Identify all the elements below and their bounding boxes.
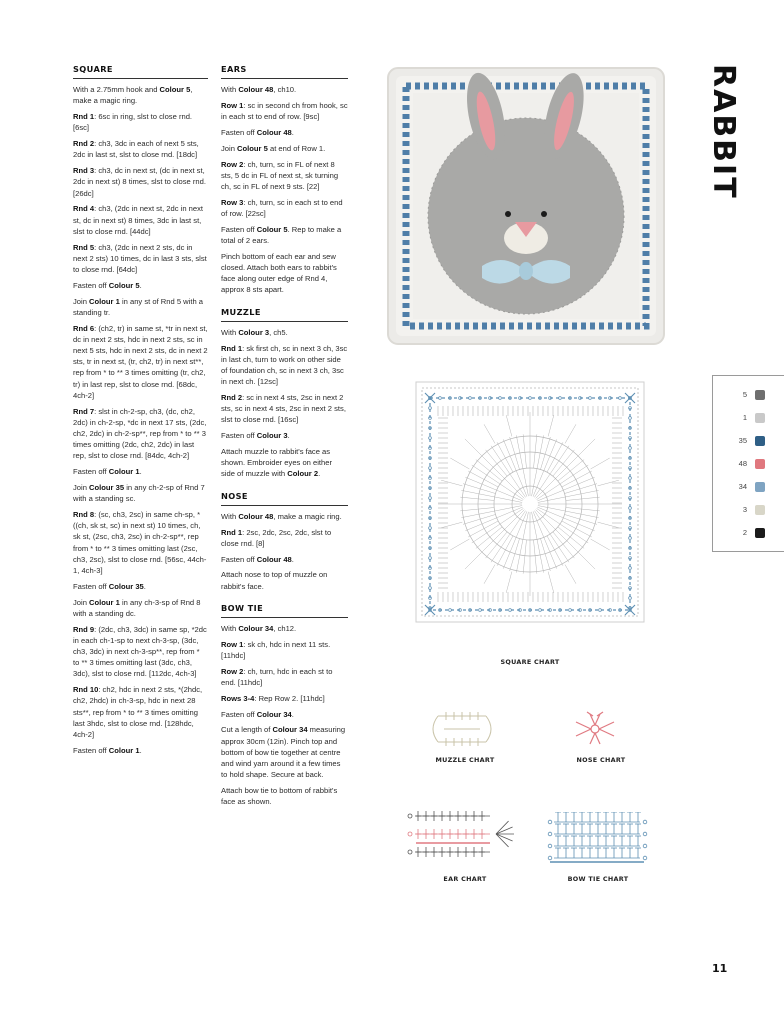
legend-row <box>713 434 784 448</box>
instruction-term: Rnd 10 <box>73 685 99 695</box>
legend-row <box>713 480 784 494</box>
instruction-paragraph <box>73 466 208 477</box>
instruction-text: Join <box>73 296 90 306</box>
instruction-text: , make a magic ring. <box>273 511 342 521</box>
instruction-term: Colour 5 <box>237 143 268 153</box>
instruction-text: Fasten off <box>221 709 257 719</box>
instruction-term: Row 3 <box>221 197 244 207</box>
instruction-term: Colour 48 <box>238 85 274 95</box>
section-heading: MUZZLE <box>221 305 348 322</box>
instruction-paragraph <box>221 343 348 388</box>
instruction-paragraph <box>221 623 348 634</box>
instruction-paragraph <box>73 84 208 106</box>
colour-legend <box>712 375 784 552</box>
instruction-term: Colour 5 <box>159 85 191 95</box>
instruction-paragraph <box>221 554 348 565</box>
instruction-term: Colour 48 <box>256 554 292 564</box>
bow-tie-chart <box>544 812 654 866</box>
instruction-term: Colour 1 <box>89 296 120 306</box>
instruction-paragraph <box>73 597 208 619</box>
legend-number: 35 <box>738 436 747 445</box>
instruction-text: Fasten off <box>221 128 257 137</box>
instruction-paragraph <box>221 709 348 720</box>
instruction-paragraph <box>221 569 348 591</box>
instruction-term: Colour 3 <box>256 431 288 441</box>
instruction-paragraph <box>221 639 348 661</box>
instruction-term: Colour 5 <box>256 224 288 234</box>
instruction-paragraph <box>221 511 348 522</box>
instruction-text: Join <box>73 597 90 607</box>
instruction-paragraph <box>73 296 208 318</box>
instruction-text: : ch3, (2dc in next 2 sts, dc in next 2 sts) 10 times, dc in last 3 sts, slst to close rnd. [64dc] <box>73 242 207 275</box>
legend-number: 48 <box>738 459 747 468</box>
nose-chart-caption: NOSE CHART <box>576 756 626 764</box>
legend-swatch <box>755 459 765 469</box>
instruction-term: Rnd 2 <box>73 139 95 149</box>
instruction-term: Colour 1 <box>108 467 140 477</box>
legend-swatch <box>755 505 765 515</box>
instruction-paragraph <box>73 745 208 756</box>
instruction-text: : sc in second ch from hook, sc in each st to end of row. [9sc] <box>221 101 348 122</box>
instruction-paragraph <box>73 581 208 592</box>
instruction-paragraph <box>221 693 348 704</box>
instruction-term: Colour 35 <box>108 581 144 591</box>
instruction-text: : sk first ch, sc in next 3 ch, 3sc in last ch, turn to work on other side of foundation ch, sc in next 3 ch, 3sc in next ch. [12sc] <box>221 343 348 387</box>
instruction-text: Pinch bottom of each ear and sew closed. Attach both ears to rabbit's face along outer edge of Rnd 4, approx 8 sts apart. <box>221 251 337 295</box>
instruction-paragraph <box>221 84 348 95</box>
instruction-text: : ch3, dc in next st, (dc in next st, 2dc in next st) 8 times, slst to close rnd. [26dc] <box>73 166 206 198</box>
instruction-term: Colour 1 <box>108 745 140 755</box>
section-square <box>73 62 208 756</box>
instruction-term: Row 1 <box>221 639 244 649</box>
instruction-term: Colour 34 <box>256 709 292 719</box>
instruction-paragraph <box>73 406 208 462</box>
section-heading: BOW TIE <box>221 601 348 618</box>
legend-row <box>713 503 784 517</box>
instruction-paragraph <box>221 785 348 807</box>
section-heading: EARS <box>221 62 348 79</box>
bow-tie-chart-caption: BOW TIE CHART <box>567 875 629 883</box>
instructions-column-1 <box>73 62 208 765</box>
instruction-text: . <box>318 469 321 479</box>
instruction-text: , ch5. <box>269 327 288 337</box>
instruction-paragraph <box>221 143 348 154</box>
instruction-paragraph <box>73 684 208 740</box>
instruction-paragraph <box>221 159 348 193</box>
page-number: 11 <box>712 962 728 975</box>
instruction-paragraph <box>221 100 348 122</box>
instruction-paragraph <box>73 242 208 276</box>
instruction-text: : Rep Row 2. [11hdc] <box>254 693 325 703</box>
instruction-text: at end of Row 1. <box>267 143 326 153</box>
legend-number: 5 <box>742 390 747 399</box>
instruction-paragraph <box>73 509 208 576</box>
rabbit-square-photo <box>386 66 666 346</box>
instruction-paragraph <box>221 666 348 688</box>
instruction-text: : sc in next 4 sts, 2sc in next 2 sts, sc in next 4 sts, 2sc in next 2 sts, slst to close rnd. [16sc] <box>221 393 346 425</box>
instruction-text: , ch10. <box>273 85 297 95</box>
ear-chart <box>404 806 522 866</box>
legend-row <box>713 411 784 425</box>
instruction-paragraph <box>221 446 348 480</box>
muzzle-chart-caption: MUZZLE CHART <box>435 756 495 764</box>
instruction-text: With a 2.75mm hook and <box>73 85 160 95</box>
instruction-term: Rnd 4 <box>73 204 95 214</box>
instruction-text: : ch, turn, hdc in each st to end. [11hdc] <box>221 666 333 688</box>
instruction-term: Rnd 2 <box>221 393 243 403</box>
section-muzzle <box>221 305 348 480</box>
instruction-paragraph <box>221 327 348 338</box>
instruction-text: Fasten off <box>73 280 109 290</box>
legend-number: 3 <box>742 505 747 514</box>
instruction-paragraph <box>221 127 348 138</box>
instruction-paragraph <box>73 323 208 401</box>
instruction-text: in any ch-3-sp of Rnd 8 with a standing dc. <box>73 597 201 618</box>
instruction-term: Row 1 <box>221 101 244 110</box>
muzzle-chart <box>426 708 498 750</box>
instruction-term: Colour 35 <box>89 483 125 493</box>
instruction-text: : ch3, 3dc in each of next 5 sts, 2dc in last st, slst to close rnd. [18dc] <box>73 139 199 160</box>
instruction-term: Rnd 8 <box>73 510 95 520</box>
instruction-paragraph <box>221 724 348 780</box>
legend-swatch <box>755 436 765 446</box>
instruction-paragraph <box>73 482 208 504</box>
instruction-text: Fasten off <box>221 224 257 234</box>
instruction-text: in any st of Rnd 5 with a standing tr. <box>73 296 204 317</box>
instruction-text: in any ch-2-sp of Rnd 7 with a standing sc. <box>73 483 205 504</box>
legend-number: 2 <box>742 528 747 537</box>
legend-swatch <box>755 482 765 492</box>
instruction-text: : ch, turn, sc in each st to end of row. [22sc] <box>221 197 343 218</box>
instruction-term: Colour 34 <box>272 725 308 735</box>
legend-row <box>713 457 784 471</box>
instruction-text: . <box>143 581 146 591</box>
legend-swatch <box>755 528 765 538</box>
instruction-term: Colour 3 <box>238 327 270 337</box>
instruction-paragraph <box>73 203 208 237</box>
instructions-column-2 <box>221 62 348 816</box>
instruction-text: . <box>291 554 294 564</box>
instruction-text: : 6sc in ring, slst to close rnd. [6sc] <box>73 112 193 133</box>
instruction-text: . Rep to make a total of 2 ears. <box>221 224 342 245</box>
instruction-term: Row 2 <box>221 159 244 169</box>
section-ears <box>221 62 348 296</box>
section-heading: SQUARE <box>73 62 208 79</box>
square-chart <box>412 378 648 646</box>
instruction-text: With <box>221 511 239 521</box>
section-bow-tie <box>221 601 348 808</box>
legend-number: 34 <box>738 482 747 491</box>
instruction-text: measuring approx 30cm (12in). Pinch top and bottom of bow tie together at centre and wind yarn around it a few times to hold shape. Secure at back. <box>221 725 346 780</box>
instruction-term: Rnd 3 <box>73 166 95 176</box>
instruction-text: With <box>221 85 239 95</box>
instruction-term: Row 2 <box>221 666 244 676</box>
instruction-paragraph <box>221 430 348 441</box>
page-title: RABBIT <box>706 64 741 200</box>
instruction-term: Rnd 1 <box>73 112 95 122</box>
instruction-text: : ch, turn, sc in FL of next 8 sts, 5 dc in FL of next st, sk turning ch, sc in FL of next 9 sts. [22] <box>221 159 339 191</box>
instruction-text: : sk ch, hdc in next 11 sts. [11hdc] <box>221 639 331 661</box>
instruction-text: Fasten off <box>221 554 257 564</box>
instruction-term: Rnd 6 <box>73 323 95 333</box>
section-heading: NOSE <box>221 489 348 506</box>
instruction-paragraph <box>73 138 208 160</box>
instruction-text: . <box>139 280 142 290</box>
legend-swatch <box>755 390 765 400</box>
instruction-paragraph <box>221 251 348 296</box>
instruction-term: Rnd 1 <box>221 527 243 537</box>
instruction-text: . <box>287 431 290 441</box>
instruction-paragraph <box>73 624 208 680</box>
instruction-text: . <box>291 709 294 719</box>
instruction-text: : 2sc, 2dc, 2sc, 2dc, slst to close rnd. [8] <box>221 527 332 548</box>
legend-row <box>713 388 784 402</box>
instruction-text: Cut a length of <box>221 725 273 735</box>
instruction-term: Rnd 9 <box>73 624 95 634</box>
instruction-paragraph <box>221 527 348 549</box>
instruction-text: Join <box>221 143 238 153</box>
ear-chart-caption: EAR CHART <box>443 875 487 883</box>
instruction-paragraph <box>73 280 208 291</box>
instruction-text: Fasten off <box>221 431 257 441</box>
instruction-text: . <box>139 467 142 477</box>
instruction-text: : (ch2, tr) in same st, *tr in next st, dc in next 2 sts, hdc in next 2 sts, sc in next 5 sts, hdc in next 2 sts, dc in next 2 sts, tr in next st, (tr, ch2, tr) in next st**, rep from * to ** 3 times omitting (tr, ch2, tr) in last rep, slst to close rnd. [68dc, 4ch-2] <box>73 323 208 400</box>
instruction-text: Fasten off <box>73 581 109 591</box>
instruction-paragraph <box>221 224 348 246</box>
instruction-text: Join <box>73 483 90 493</box>
instruction-text: With <box>221 624 239 634</box>
section-nose <box>221 489 348 592</box>
instruction-text: , ch12. <box>273 624 297 634</box>
instruction-text: : ch2, hdc in next 2 sts, *(2hdc, ch2, 2hdc) in ch-3-sp, hdc in next 28 sts**, rep from * to ** 3 times omitting last 3hdc, slst to close rnd. [128hdc, 4ch-2] <box>73 685 203 740</box>
instruction-term: Colour 1 <box>89 597 120 607</box>
instruction-text: : (2dc, ch3, 3dc) in same sp, *2dc in each ch-1-sp to next ch-3-sp, (3dc, ch3, 3dc) in next ch-3-sp**, rep from * to ** 3 times omitting last (3dc, ch3, 3dc), slst to close rnd. [112dc, 4ch-3] <box>73 624 207 679</box>
instruction-text: Attach nose to top of muzzle on rabbit's face. <box>221 570 328 591</box>
instruction-term: Rnd 5 <box>73 242 95 252</box>
instruction-text: . <box>139 745 142 755</box>
instruction-paragraph <box>221 197 348 219</box>
instruction-term: Colour 5 <box>108 280 140 290</box>
square-chart-caption: SQUARE CHART <box>500 658 560 666</box>
instruction-term: Colour 2 <box>287 469 319 479</box>
instruction-text: : slst in ch-2-sp, ch3, (dc, ch2, 2dc) in ch-2-sp, *dc in next 17 sts, (2dc, ch2, 2dc) in ch-2-sp**, rep from * to ** 3 times omitting (2dc, ch2, 2dc) in last rep, slst to close rnd. [84dc, 4ch-2] <box>73 406 207 461</box>
instruction-term: Rows 3-4 <box>221 693 255 703</box>
instruction-term: Colour 34 <box>238 624 274 634</box>
instruction-term: Rnd 1 <box>221 343 243 353</box>
instruction-text: Fasten off <box>73 745 109 755</box>
instruction-term: Colour 48 <box>238 511 274 521</box>
instruction-paragraph <box>73 165 208 199</box>
legend-swatch <box>755 413 765 423</box>
instruction-text: . <box>291 128 294 137</box>
instruction-term: Colour 48 <box>256 128 292 137</box>
legend-number: 1 <box>742 413 747 422</box>
instruction-text: : (sc, ch3, 2sc) in same ch-sp, *((ch, sk st, sc) in next st) 10 times, ch, sk st, (2sc, ch3, 2sc) in ch-2-sp**, rep from * to ** 3 times omitting last (2sc, ch3, 2sc), slst to close rnd. [56sc, 44ch-1, 4ch-3] <box>73 510 207 576</box>
nose-chart <box>570 710 620 748</box>
instruction-text: , make a magic ring. <box>73 85 193 106</box>
instruction-text: Attach bow tie to bottom of rabbit's face as shown. <box>221 786 338 807</box>
instruction-term: Rnd 7 <box>73 406 95 416</box>
instruction-text: : ch3, (2dc in next st, 2dc in next st, dc in next st) 8 times, 3dc in last st, slst to close rnd. [44dc] <box>73 204 204 236</box>
legend-row <box>713 526 784 540</box>
instruction-text: With <box>221 327 239 337</box>
instruction-paragraph <box>221 392 348 426</box>
instruction-paragraph <box>73 111 208 133</box>
instruction-text: Attach muzzle to rabbit's face as shown. Embroider eyes on either side of muzzle with <box>221 447 333 479</box>
instruction-text: Fasten off <box>73 467 109 477</box>
